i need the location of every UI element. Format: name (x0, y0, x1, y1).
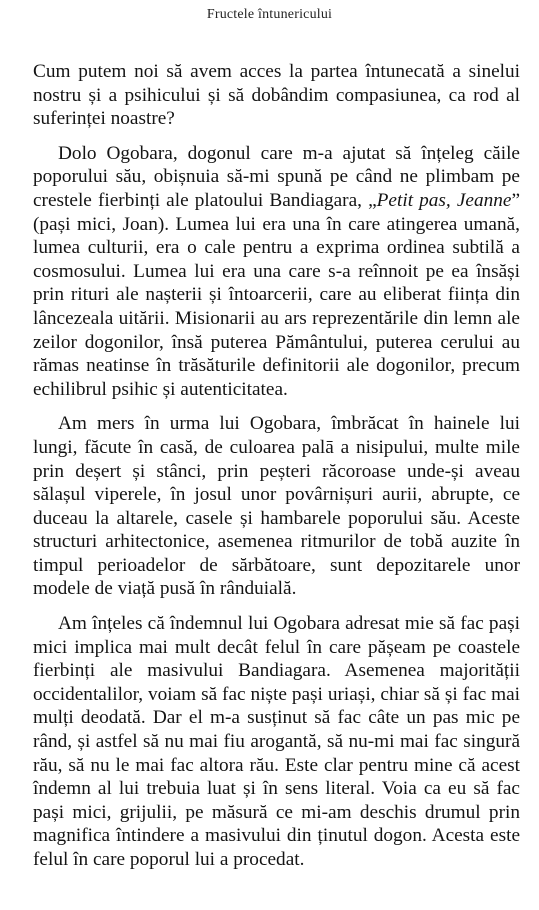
paragraph-4: Am înțeles că îndemnul lui Ogobara adresat mie să fac pași mici implica mai mult decât felul în care pășeam pe coastele fierbinți ale masivului Bandiagara. Asemenea majorității occidentalilor, voiam să fac niște pași uriași, chiar să și fac mai mulți deodată. Dar el m-a susținut să fac câte un pas mic pe rând, și astfel să nu mai fiu arogantă, să nu-mi mai fac singură rău, să nu le mai fac altora rău. Este clar pentru mine că acest îndemn al lui trebuia luat și în sens literal. Voia ca eu să fac pași mici, grijulii, pe măsură ce mi-am deschis drumul prin magnifica întindere a masivului din ținutul dogon. Acesta este felul în care poporul lui a procedat. (33, 613, 520, 870)
body-text (33, 60, 520, 883)
paragraph-1: Cum putem noi să avem acces la partea întunecată a sinelui nostru și a psihicului și să dobândim compasiunea, ca rod al suferinței noastre? (33, 61, 520, 130)
running-header: Fructele întunericului (206, 7, 333, 22)
italic-phrase: Petit pas, Jeanne (376, 189, 512, 211)
paragraph-3: Am mers în urma lui Ogobara, îmbrăcat în hainele lui lungi, făcute în casă, de culoarea palā a nisipului, multe mile prin deșert și stânci, prin peșteri răcoroase unde-și aveau sălașul viperele, în josul unor povârnișuri aurii, abrupte, ce duceau la altarele, casele și hambarele poporului său. Aceste structuri arhitectonice, asemenea ritmurilor de tobă auzite în timpul perioadelor de sărbătoare, sunt depozitarele unor modele de viață pusă în rânduială. (33, 413, 520, 600)
paragraph-2: Dolo Ogobara, dogonul care m-a ajutat să înțeleg căile poporului său, obișnuia să-mi spună pe când ne plimbam pe crestele fierbinți ale platoului Bandiagara, „Petit pas, Jeanne” (pași mici, Joan). Lumea lui era una în care atingerea umană, lumea culturii, era o cale pentru a exprima ordinea subtilă a cosmosului. Lumea lui era una care s-a reînnoit pe ea însăși prin rituri ale nașterii și întoarcerii, care au eliberat ființa din lâncezeala uitării. Misionarii au ars reprezentările din lemn ale zeilor dogonilor, însă puterea Pământului, puterea cerului au rămas neatinse în trăsăturile definitorii ale dogonilor, precum echilibrul psihic și autenticitatea. (33, 142, 520, 400)
